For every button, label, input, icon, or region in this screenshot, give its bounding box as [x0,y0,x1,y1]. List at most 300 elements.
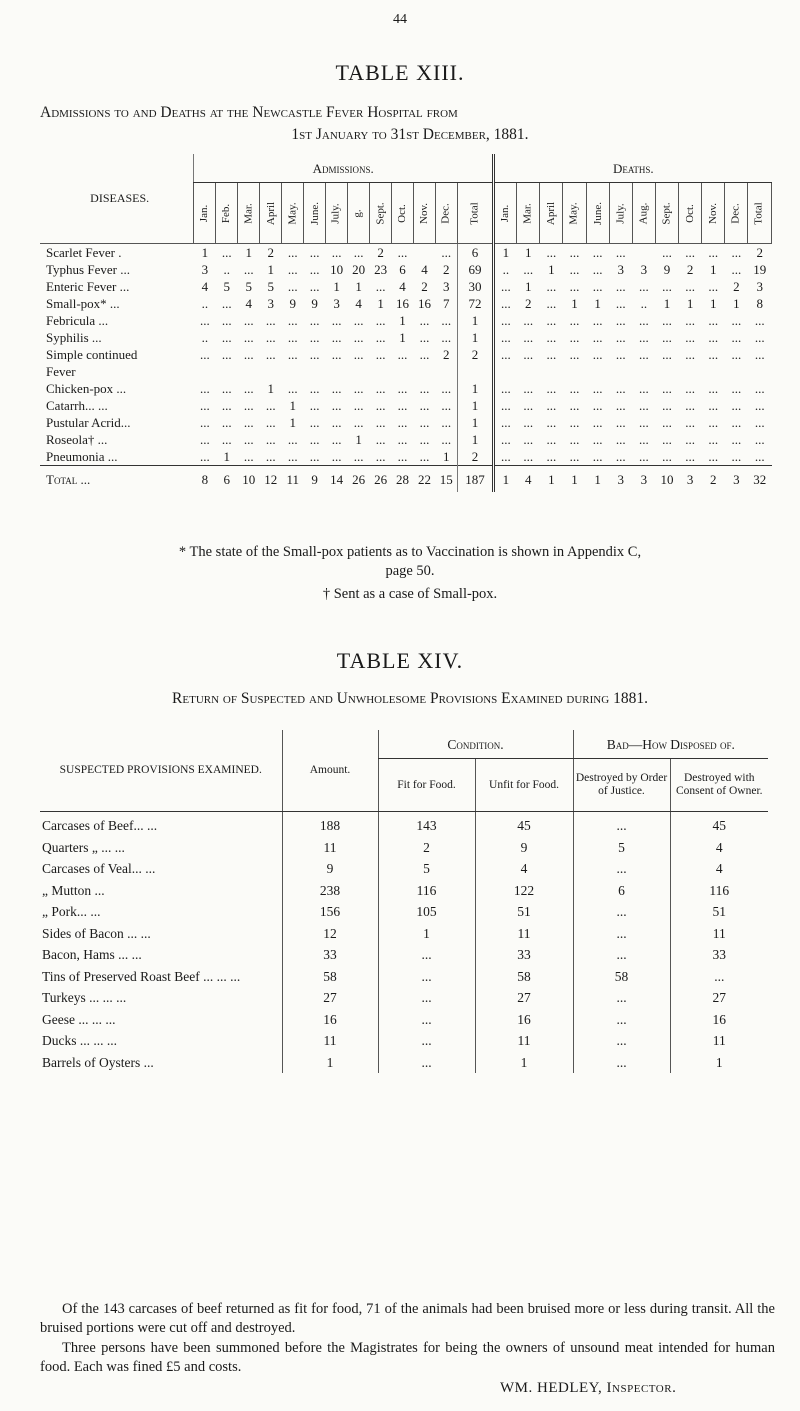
table-cell: ... [569,347,580,362]
table-row [40,278,772,295]
table-cell: ... [708,245,719,260]
provision-name: Geese ... ... ... [42,1011,116,1027]
table-cell: ... [592,262,603,277]
table-row [40,858,768,880]
table-cell: ... [731,398,742,413]
table-row [40,431,772,448]
death-month-header [563,183,586,244]
table-cell: ... [221,415,232,430]
admission-month-header [326,183,348,244]
table-cell: 1 [686,296,694,311]
table-cell: 3 [442,279,450,294]
table-cell: ... [573,901,670,923]
table-cell: 1 [709,296,717,311]
table-cell: 16 [670,1009,768,1031]
condition-header: Condition. [378,730,573,759]
admission-month-label: Dec. [439,202,452,224]
table-cell: .. [201,330,209,345]
table-cell: 4 [517,466,540,493]
table-row [40,837,768,859]
table-cell: 4 [245,296,253,311]
table-cell: ... [375,347,386,362]
death-month-label: Jan. [499,204,512,222]
table-cell: 10 [655,466,678,493]
death-month-label: May. [568,201,581,225]
table-cell: ... [662,432,672,447]
table-cell: ... [592,381,603,396]
table-row [40,346,772,363]
table-cell: ... [419,347,430,362]
table-cell: ... [331,449,342,464]
table-row [40,1030,768,1052]
table-cell: ... [708,415,719,430]
table-cell: ... [419,415,430,430]
death-month-header [748,183,772,244]
table-cell: ... [685,330,695,345]
table-cell: ... [708,279,719,294]
table-cell: ... [309,330,320,345]
table-cell: 3 [679,466,702,493]
table-cell: ... [592,432,603,447]
paragraph-summoned: Three persons have been summoned before the Magistrates for being the owners of unsound meat intended for human food. Each was fined £5 and costs. [40,1340,775,1375]
table-13-caption-line2: 1st January to 31st December, 1881. [291,126,529,143]
table-cell: 2 [442,347,450,362]
table-cell: ... [546,398,557,413]
table-row [40,1052,768,1074]
table-cell: 27 [670,987,768,1009]
table-cell: ... [573,987,670,1009]
table-cell: ... [708,449,719,464]
table-cell: ... [309,432,320,447]
table-cell: 2 [524,296,532,311]
table-cell: ... [615,381,626,396]
table-14-body [40,812,768,1074]
disease-name: Scarlet Fever . [46,245,122,260]
table-cell: 4 [670,858,768,880]
admission-month-label: Jan. [198,204,211,222]
table-cell: ... [494,414,517,431]
table-cell: ... [199,415,210,430]
table-cell: ... [569,415,580,430]
table-cell: ... [265,398,276,413]
table-cell [517,363,540,380]
table-cell: ... [569,330,580,345]
table-cell: ... [378,1030,475,1052]
table-cell [586,363,609,380]
table-cell [216,363,238,380]
table-cell: ... [592,313,603,328]
table-cell: ... [397,381,408,396]
death-month-label: April [545,201,558,225]
table-cell [282,363,304,380]
table-cell: ... [199,347,210,362]
table-cell: ... [546,330,557,345]
table-cell: ... [441,432,452,447]
table-cell: ... [419,313,430,328]
table-cell: 187 [457,466,493,493]
table-cell: 116 [670,880,768,902]
table-row [40,923,768,945]
table-cell: ... [441,381,452,396]
table-cell: ... [615,347,626,362]
death-month-header [586,183,609,244]
table-cell: 3 [201,262,209,277]
table-cell: 1 [245,245,253,260]
table-cell: 1 [223,449,231,464]
table-cell: 58 [573,966,670,988]
table-cell: ... [287,313,298,328]
death-month-header [725,183,748,244]
death-month-header [702,183,725,244]
table-cell: 2 [756,245,763,260]
table-cell [702,363,725,380]
table-row [40,987,768,1009]
table-cell: ... [494,448,517,466]
table-cell: 1 [524,245,532,260]
table-cell: ... [441,330,452,345]
table-cell: 1 [333,279,340,294]
table-cell: 105 [378,901,475,923]
table-cell: 188 [282,812,378,837]
provision-name: Turkeys ... ... ... [42,990,127,1005]
table-cell: 45 [670,812,768,837]
table-cell: 16 [282,1009,378,1031]
table-cell: 1 [524,279,532,294]
table-row [40,448,772,466]
table-cell: ... [309,398,320,413]
table-cell: ... [243,313,254,328]
table-cell: ... [573,923,670,945]
table-cell: 3 [267,296,274,311]
table-cell: ... [685,398,695,413]
table-cell: ... [546,432,557,447]
table-cell: ... [569,313,580,328]
death-month-label: Aug. [637,202,650,224]
table-cell: ... [685,449,695,464]
table-cell: 33 [475,944,573,966]
table-cell: ... [265,313,276,328]
table-cell [494,363,517,380]
table-cell: ... [615,245,626,260]
table-cell: ... [638,381,649,396]
table-cell: 1 [457,312,493,329]
table-cell: 1 [267,262,274,277]
table-cell: ... [265,330,276,345]
table-row [40,966,768,988]
provision-name: „ Mutton ... [42,882,105,898]
table-row [40,397,772,414]
table-cell: ... [397,449,408,464]
table-cell: ... [441,398,452,413]
table-cell: ... [309,313,320,328]
table-cell: 4 [355,296,362,311]
table-cell: 9 [311,296,318,311]
table-cell: ... [523,313,534,328]
admission-month-header [260,183,282,244]
disease-name: Febricula ... [46,313,109,328]
table-cell: 122 [475,880,573,902]
table-cell: ... [569,398,580,413]
death-month-header [540,183,563,244]
disease-name: Typhus Fever ... [46,262,130,277]
table-cell: 15 [436,466,458,493]
table-cell: ... [569,449,580,464]
table-row [40,380,772,397]
table-row [40,329,772,346]
admission-month-header [414,183,436,244]
death-month-header [494,183,517,244]
footnote-1-line1: * The state of the Small-pox patients as to Vaccination is shown in Appendix C, [178,544,642,560]
table-cell: 4 [670,837,768,859]
table-cell: 11 [475,1030,573,1052]
table-cell: 2 [442,262,450,277]
table-cell: ... [685,432,695,447]
table-cell: 238 [282,880,378,902]
table-cell: ... [523,398,534,413]
table-cell: ... [731,415,742,430]
table-cell: ... [309,279,320,294]
table-cell: ... [638,313,649,328]
table-cell: 5 [223,279,231,294]
table-cell: ... [397,415,408,430]
table-cell: ... [731,245,742,260]
table-cell: ... [638,415,649,430]
table-cell: ... [494,312,517,329]
admission-month-header [282,183,304,244]
table-cell: ... [523,381,534,396]
table-cell: ... [375,449,386,464]
signature-title: Inspector. [606,1380,677,1396]
table-13-body [40,244,772,493]
table-cell: ... [685,347,695,362]
table-cell: ... [662,330,672,345]
table-cell: ... [638,432,649,447]
table-cell: ... [494,295,517,312]
total-row [40,466,772,493]
footnote-1 [40,543,780,581]
table-cell: ... [754,432,765,447]
admission-month-label: Mar. [242,202,255,224]
table-cell: ... [546,415,557,430]
death-month-label: Oct. [683,203,696,223]
table-cell: ... [265,432,276,447]
table-cell: ... [573,858,670,880]
table-cell: ... [378,1009,475,1031]
table-cell: ... [754,330,765,345]
table-cell: ... [754,313,765,328]
table-cell: ... [638,330,649,345]
table-cell: 1 [563,466,586,493]
table-row [40,244,772,262]
table-cell: ... [494,431,517,448]
table-cell: ... [221,347,232,362]
table-cell: ... [309,381,320,396]
table-cell: ... [523,449,534,464]
table-cell: ... [309,449,320,464]
provisions-header: SUSPECTED PROVISIONS EXAMINED. [40,730,282,812]
table-cell: 2 [457,448,493,466]
death-month-header [679,183,702,244]
death-month-label: July. [614,202,627,224]
table-cell: 2 [702,466,725,493]
admission-month-header [392,183,414,244]
table-cell: 5 [378,858,475,880]
table-cell [348,363,370,380]
table-cell: ... [546,279,557,294]
table-cell: 3 [725,466,748,493]
table-row [40,944,768,966]
table-cell: ... [419,449,430,464]
table-cell: 32 [748,466,772,493]
table-cell: 12 [282,923,378,945]
table-cell: 11 [670,1030,768,1052]
table-cell: ... [353,449,364,464]
table-cell: ... [731,432,742,447]
table-cell: 30 [457,278,493,295]
table-cell: 33 [670,944,768,966]
table-cell: 116 [378,880,475,902]
provision-name: Quarters „ ... ... [42,839,125,855]
disease-name: Enteric Fever ... [46,279,130,294]
death-month-header [609,183,632,244]
table-cell: ... [221,381,232,396]
table-cell: ... [331,415,342,430]
admission-month-label: Sept. [374,201,387,225]
admission-month-header [457,183,493,244]
table-cell: 1 [201,245,209,260]
table-cell: 51 [475,901,573,923]
table-14-title: TABLE XIV. [336,648,464,673]
table-cell: ... [375,330,386,345]
table-cell: ... [441,313,452,328]
table-row [40,295,772,312]
fit-header: Fit for Food. [378,759,475,812]
table-cell: ... [397,432,408,447]
provision-name: „ Pork... ... [42,904,101,919]
provision-name: Tins of Preserved Roast Beef ... ... ... [42,968,241,984]
table-cell: ... [754,347,765,362]
table-cell: ... [731,313,742,328]
table-cell: ... [573,1009,670,1031]
table-cell: ... [662,245,672,260]
table-cell: ... [243,415,254,430]
table-cell: ... [309,347,320,362]
provision-name: Ducks ... ... ... [42,1033,117,1048]
table-cell: 11 [670,923,768,945]
table-cell [563,363,586,380]
table-cell: ... [523,415,534,430]
table-cell: 4 [201,279,209,294]
table-cell: ... [378,987,475,1009]
table-cell: ... [397,347,408,362]
table-cell: ... [378,944,475,966]
table-cell: ... [353,330,364,345]
table-cell: ... [523,347,534,362]
table-cell: ... [243,381,254,396]
table-cell: .. [494,261,517,278]
provision-name: Sides of Bacon ... ... [42,925,151,941]
table-cell: ... [331,398,342,413]
table-13-title: TABLE XIII. [335,60,465,85]
admission-month-label: Feb. [220,203,233,223]
table-cell: ... [708,347,719,362]
table-cell: 1 [494,466,517,493]
table-cell: 2 [686,262,694,277]
table-cell: 72 [457,295,493,312]
table-cell: ... [199,398,210,413]
table-cell: ... [494,346,517,363]
table-cell [632,244,655,262]
table-cell: ... [494,278,517,295]
table-cell: ... [754,398,765,413]
table-cell [725,363,748,380]
table-cell: 9 [663,262,671,277]
table-cell: ... [615,449,626,464]
death-month-label: June. [591,201,604,225]
table-cell: .. [223,262,231,277]
table-cell: ... [243,330,254,345]
table-cell: ... [638,347,649,362]
table-cell: ... [221,432,232,447]
admission-month-header [216,183,238,244]
table-cell: 1 [399,330,406,345]
table-cell: 8 [756,296,763,311]
table-cell: ... [615,432,626,447]
table-cell: ... [708,313,719,328]
table-cell: ... [731,262,742,277]
table-cell: ... [287,432,298,447]
table-cell [194,363,216,380]
table-cell: 4 [421,262,428,277]
table-cell: ... [375,432,386,447]
paragraph-bruised: Of the 143 carcases of beef returned as fit for food, 71 of the animals had been bruised more or less during transit. All the bruised portions were cut off and destroyed. [40,1301,775,1336]
table-cell: 3 [756,279,763,294]
table-cell: 23 [374,262,388,277]
table-cell: ... [419,381,430,396]
table-cell: 11 [282,837,378,859]
table-cell [392,363,414,380]
table-cell: 3 [609,466,632,493]
table-cell: 1 [594,296,601,311]
table-cell: ... [573,1052,670,1074]
table-cell: ... [378,966,475,988]
table-cell: ... [494,397,517,414]
table-cell: 9 [304,466,326,493]
table-cell: ... [754,449,765,464]
table-cell: 3 [632,466,655,493]
table-cell: ... [287,330,298,345]
table-cell: 16 [396,296,410,311]
admission-month-header [348,183,370,244]
table-cell: ... [546,296,557,311]
provision-name: Bacon, Hams ... ... [42,947,142,962]
table-cell: ... [331,381,342,396]
table-cell: 45 [475,812,573,837]
provision-name: Carcases of Veal... ... [42,861,156,876]
admission-month-header [370,183,392,244]
table-cell [632,363,655,380]
table-cell: 1 [378,923,475,945]
table-cell: ... [670,966,768,988]
table-cell: ... [731,449,742,464]
table-cell: 5 [573,837,670,859]
death-month-header [517,183,540,244]
table-cell: 1 [663,296,671,311]
table-cell: 5 [267,279,274,294]
table-cell: 1 [540,466,563,493]
table-cell: ... [546,313,557,328]
table-cell: ... [287,245,298,260]
